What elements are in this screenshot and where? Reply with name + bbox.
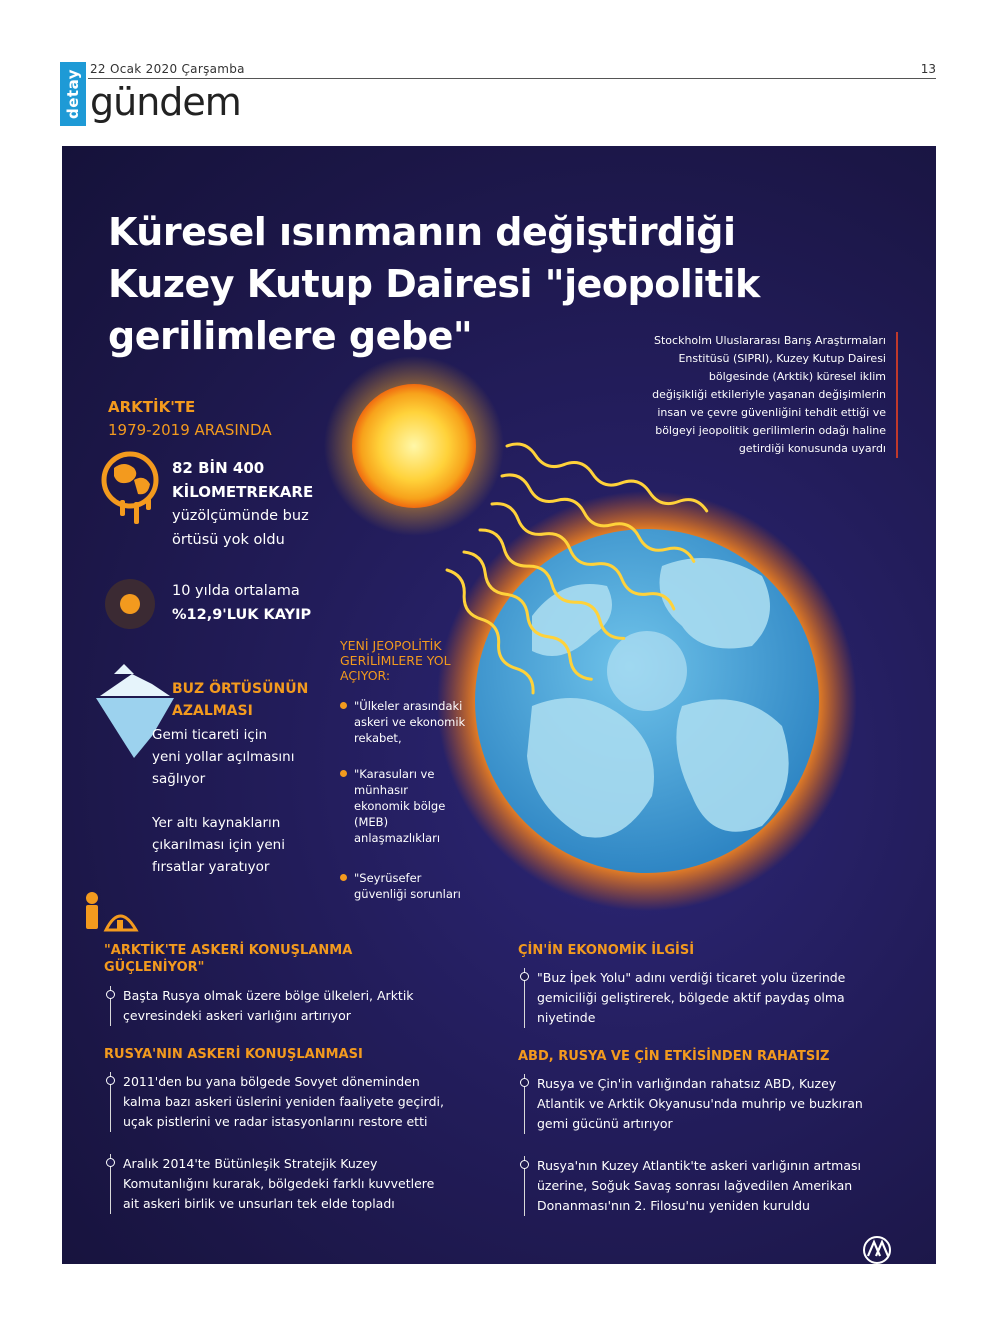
text-line: Yer altı kaynakların xyxy=(152,815,281,831)
tension-item xyxy=(340,870,490,902)
section-title: gündem xyxy=(90,80,241,124)
text-line: Rusya'nın Kuzey Atlantik'te askeri varlığının artması xyxy=(537,1158,861,1173)
text-line: fırsatlar yaratıyor xyxy=(152,859,270,875)
russia-item xyxy=(110,1154,490,1214)
text-line: münhasır xyxy=(354,783,409,797)
sipri-line: Enstitüsü (SIPRI), Kuzey Kutup Dairesi xyxy=(678,352,886,365)
text-line: kalma bazı askeri üslerini yeniden faaliyete geçirdi, xyxy=(123,1094,444,1109)
sipri-line: değişikliği etkileriyle yaşanan değişimlerin xyxy=(652,388,886,401)
heading-line: BUZ ÖRTÜSÜNÜN xyxy=(172,681,309,697)
title-line: Küresel ısınmanın değiştirdiği xyxy=(108,210,736,254)
tension-item xyxy=(340,766,490,846)
text-line: Komutanlığını kurarak, bölgedeki farklı kuvvetlere xyxy=(123,1176,435,1191)
anadolu-agency-logo xyxy=(864,1237,890,1263)
melting-globe-icon xyxy=(104,454,156,524)
text-line: gemi gücünü artırıyor xyxy=(537,1116,673,1131)
text-line: Rusya ve Çin'in varlığından rahatsız ABD, Kuzey xyxy=(537,1076,837,1091)
ice-loss-area-stat xyxy=(172,456,372,552)
title-line: gerilimlere gebe" xyxy=(108,314,473,358)
heading-line: AÇIYOR: xyxy=(340,668,391,683)
text-line: ekonomik bölge xyxy=(354,799,446,813)
usa-item xyxy=(524,1074,904,1134)
sipri-line: bölgesinde (Arktik) küresel iklim xyxy=(708,370,886,383)
sipri-line: Stockholm Uluslararası Barış Araştırmaları xyxy=(654,334,886,347)
sipri-line: bölgeyi jeopolitik gerilimlerin odağı haline xyxy=(655,424,886,437)
military-base-icon xyxy=(86,892,136,930)
text-line: Donanması'nın 2. Filosu'nu yeniden kuruldu xyxy=(537,1198,810,1213)
loss-circle-icon xyxy=(105,579,155,629)
text-line: Gemi ticareti için xyxy=(152,727,268,743)
text-line: "Buz İpek Yolu" adını verdiği ticaret yolu üzerinde xyxy=(537,970,846,985)
ice-effect-resources xyxy=(152,812,332,878)
tension-item xyxy=(340,698,490,746)
text-line: Başta Rusya olmak üzere bölge ülkeleri, Arktik xyxy=(123,988,414,1003)
text-line: ait askeri birlik ve unsurları tek elde topladı xyxy=(123,1196,395,1211)
stat-text: örtüsü yok oldu xyxy=(172,532,285,548)
stat-value: 82 BİN 400 xyxy=(172,459,265,477)
decade-loss-stat xyxy=(172,579,372,627)
text-line: rekabet, xyxy=(354,731,402,745)
text-line: gemiciliği geliştirerek, bölgede aktif paydaş olma xyxy=(537,990,845,1005)
arctic-period: 1979-2019 ARASINDA xyxy=(108,421,272,439)
usa-item xyxy=(524,1156,904,1216)
military-heading xyxy=(104,942,464,976)
page-number: 13 xyxy=(920,62,936,76)
sipri-note xyxy=(592,332,898,458)
text-line: 2011'den bu yana bölgede Sovyet döneminden xyxy=(123,1074,420,1089)
text-line: çıkarılması için yeni xyxy=(152,837,285,853)
stat-text: yüzölçümünde buz xyxy=(172,508,309,524)
title-line: Kuzey Kutup Dairesi "jeopolitik xyxy=(108,262,760,306)
text-line: yeni yollar açılmasını xyxy=(152,749,295,765)
heading-line: GERİLİMLERE YOL xyxy=(340,653,451,668)
stat-unit: KİLOMETREKARE xyxy=(172,483,314,501)
text-line: üzerine, Soğuk Savaş sonrası lağvedilen Amerikan xyxy=(537,1178,853,1193)
heading-line: AZALMASI xyxy=(172,703,253,719)
text-line: Atlantik ve Arktik Okyanusu'nda muhrip ve buzkıran xyxy=(537,1096,863,1111)
text-line: Aralık 2014'te Bütünleşik Stratejik Kuzey xyxy=(123,1156,378,1171)
text-line: "Seyrüsefer xyxy=(354,871,422,885)
text-line: güvenliği sorunları xyxy=(354,887,461,901)
russia-item xyxy=(110,1072,490,1132)
text-line: "Karasuları ve xyxy=(354,767,435,781)
heading-line: GÜÇLENİYOR" xyxy=(104,960,205,975)
text-line: (MEB) xyxy=(354,815,389,829)
text-line: askeri ve ekonomik xyxy=(354,715,466,729)
text-line: sağlıyor xyxy=(152,771,206,787)
issue-date: 22 Ocak 2020 Çarşamba xyxy=(90,62,245,76)
ice-effect-shipping xyxy=(152,724,332,790)
infographic xyxy=(62,146,936,1264)
text-line: "Ülkeler arasındaki xyxy=(354,699,463,713)
sipri-line: insan ve çevre güvenliğini tehdit ettiği ve xyxy=(657,406,886,419)
arctic-ice xyxy=(607,631,687,711)
stat-value: %12,9'LUK KAYIP xyxy=(172,607,312,623)
military-item xyxy=(110,986,490,1026)
stat-text: 10 yılda ortalama xyxy=(172,583,300,599)
text-line: uçak pistlerini ve radar istasyonlarını restore etti xyxy=(123,1114,428,1129)
ice-cover-heading xyxy=(172,678,332,722)
china-heading: ÇİN'İN EKONOMİK İLGİSİ xyxy=(518,943,695,958)
text-line: niyetinde xyxy=(537,1010,596,1025)
heading-line: YENİ JEOPOLİTİK xyxy=(340,638,442,653)
new-tensions-heading xyxy=(340,638,490,683)
arctic-heading: ARKTİK'TE xyxy=(108,398,196,416)
heading-line: "ARKTİK'TE ASKERİ KONUŞLANMA xyxy=(104,943,353,958)
newspaper-logo: detay xyxy=(60,62,86,126)
usa-heading: ABD, RUSYA VE ÇİN ETKİSİNDEN RAHATSIZ xyxy=(518,1049,830,1064)
text-line: çevresindeki askeri varlığını artırıyor xyxy=(123,1008,351,1023)
russia-heading: RUSYA'NIN ASKERİ KONUŞLANMASI xyxy=(104,1047,363,1062)
china-item xyxy=(524,968,904,1028)
header-rule xyxy=(88,78,936,79)
sipri-line: getirdiği konusunda uyardı xyxy=(738,442,886,455)
text-line: anlaşmazlıkları xyxy=(354,831,441,845)
